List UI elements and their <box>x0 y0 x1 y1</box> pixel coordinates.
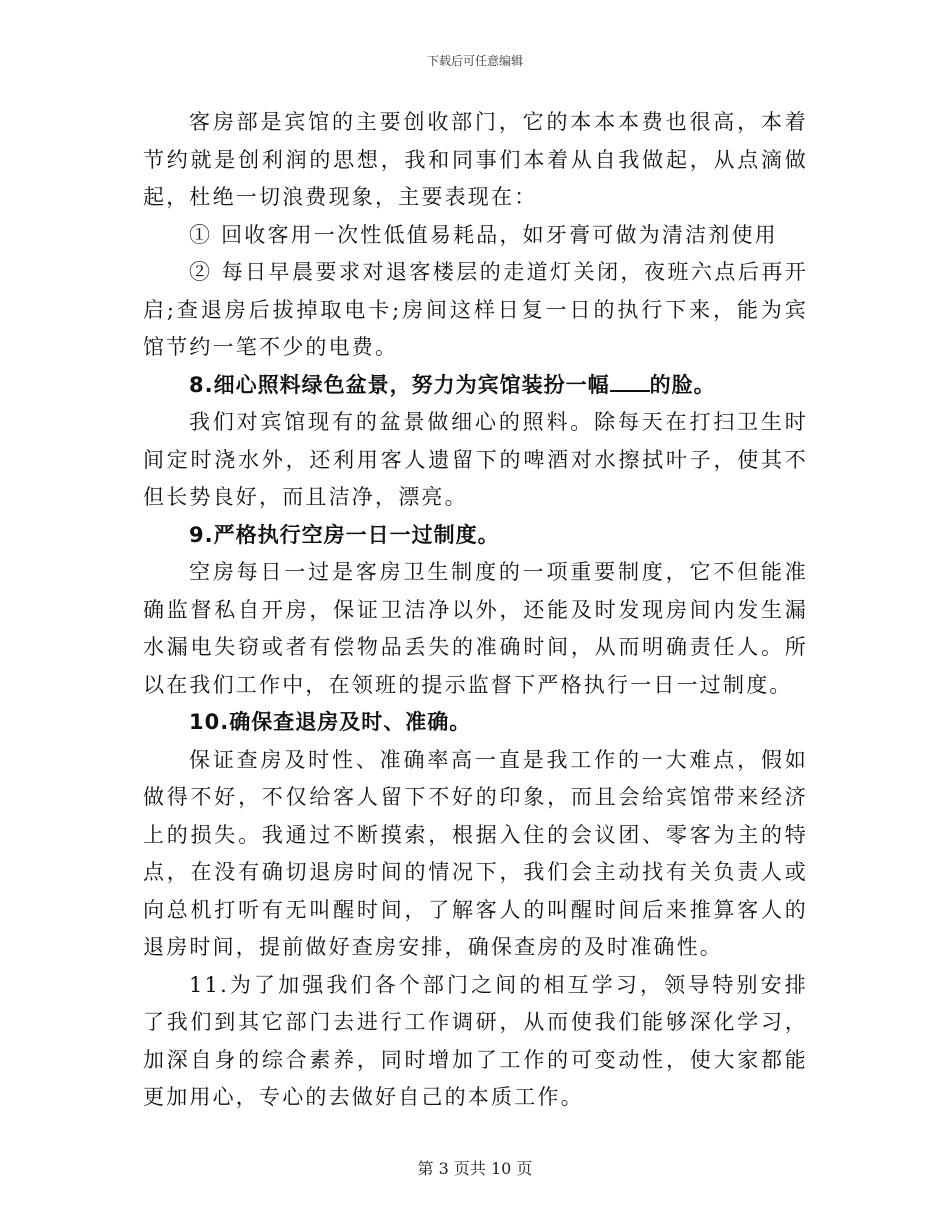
paragraph-resource-saving: 客房部是宾馆的主要创收部门，它的本本本费也很高，本着节约就是创利润的思想，我和同事们本着从自我做起，从点滴做起，杜绝一切浪费现象，主要表现在： <box>143 110 808 209</box>
list-item-recycle: ① 回收客用一次性低值易耗品，如牙膏可做为清洁剂使用 <box>189 222 778 247</box>
page-content <box>143 104 808 1117</box>
section-heading-9: 9.严格执行空房一日一过制度。 <box>189 522 500 547</box>
fill-in-blank <box>610 370 650 392</box>
page-header: 下载后可任意编辑 <box>426 54 523 68</box>
paragraph-checkout: 保证查房及时性、准确率高一直是我工作的一大难点，假如做得不好，不仅给客人留下不好的印象，而且会给宾馆带来经济上的损失。我通过不断摸索，根据入住的会议团、零客为主的特点，在没有确切退房时间的情况下，我们会主动找有关负责人或向总机打听有无叫醒时间，了解客人的叫醒时间后来推算客人的退房时间，提前做好查房安排，确保查房的及时准确性。 <box>143 747 808 959</box>
paragraph-plants: 我们对宾馆现有的盆景做细心的照料。除每天在打扫卫生时间定时浇水外，还利用客人遗留下的啤酒对水擦拭叶子，使其不但长势良好，而且洁净，漂亮。 <box>143 410 808 509</box>
paragraph-empty-rooms: 空房每日一过是客房卫生制度的一项重要制度，它不但能准确监督私自开房，保证卫洁净以外，还能及时发现房间内发生漏水漏电失窃或者有偿物品丢失的准确时间，从而明确责任人。所以在我们工作中，在领班的提示监督下严格执行一日一过制度。 <box>143 560 808 697</box>
paragraph-item-11: 11.为了加强我们各个部门之间的相互学习，领导特别安排了我们到其它部门去进行工作调研，从而使我们能够深化学习，加深自身的综合素养，同时增加了工作的可变动性，使大家都能更加用心，专心的去做好自己的本质工作。 <box>143 972 808 1109</box>
page-footer: 第 3 页共 10 页 <box>417 1159 533 1178</box>
section-heading-10: 10.确保查退房及时、准确。 <box>189 710 472 734</box>
section-heading-8 <box>143 367 808 405</box>
list-item-lights: ② 每日早晨要求对退客楼层的走道灯关闭，夜班六点后再开启;查退房后拔掉取电卡;房间这样日复一日的执行下来，能为宾馆节约一笔不少的电费。 <box>143 260 808 359</box>
heading-8-text: 8.细心照料绿色盆景，努力为宾馆装扮一幅 <box>189 372 610 397</box>
heading-8-text-end: 的脸。 <box>649 372 716 397</box>
